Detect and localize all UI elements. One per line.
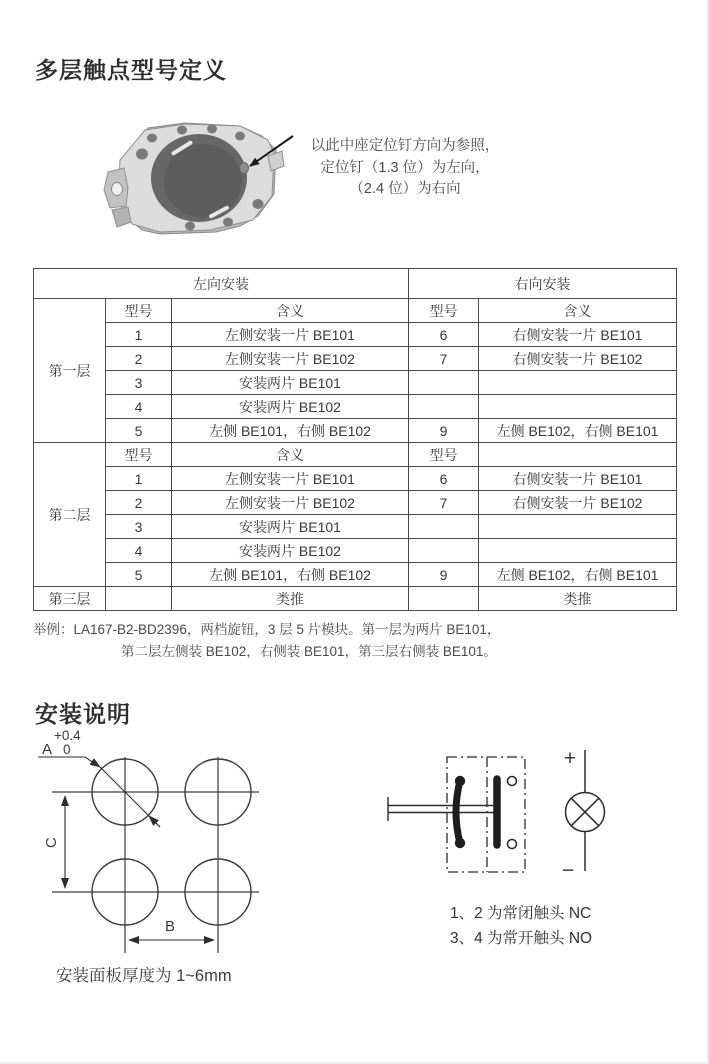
meaning-cell: 左侧 BE102，右侧 BE101	[479, 563, 677, 587]
layer2-name: 第二层	[34, 443, 106, 587]
meaning-cell	[479, 371, 677, 395]
model-cell: 1	[106, 323, 172, 347]
meaning-cell: 左侧 BE102，右侧 BE101	[479, 419, 677, 443]
mounting-hole-drawing	[30, 725, 292, 965]
model-cell: 5	[106, 419, 172, 443]
col-header: 含义	[479, 299, 677, 323]
layer2-subheader-row	[34, 443, 677, 467]
meaning-cell: 右侧安装一片 BE102	[479, 491, 677, 515]
panel-thickness-note: 安装面板厚度为 1~6mm	[56, 967, 232, 985]
contact-base-image	[90, 110, 305, 250]
part-body	[104, 123, 284, 234]
col-header: 含义	[172, 443, 409, 467]
meaning-cell	[479, 395, 677, 419]
model-cell: 6	[409, 323, 479, 347]
model-cell: 9	[409, 419, 479, 443]
header-left-install: 左向安装	[34, 269, 409, 299]
contact-circuit-diagram	[380, 745, 630, 885]
example-line-2: 第二层左侧装 BE102，右侧装 BE101，第三层右侧装 BE101。	[121, 644, 497, 659]
model-cell: 7	[409, 491, 479, 515]
col-header: 型号	[106, 443, 172, 467]
model-cell	[106, 587, 172, 611]
polarity-minus: −	[561, 859, 575, 882]
model-cell: 4	[106, 539, 172, 563]
meaning-cell: 类推	[479, 587, 677, 611]
col-header: 型号	[106, 299, 172, 323]
switch-symbol	[388, 757, 525, 872]
nc-note: 1、2 为常闭触头 NC	[450, 905, 592, 922]
model-cell: 2	[106, 347, 172, 371]
table-row	[34, 563, 677, 587]
fixed-contact	[508, 840, 517, 849]
meaning-cell: 安装两片 BE101	[172, 515, 409, 539]
model-cell: 1	[106, 467, 172, 491]
note-line-3: （2.4 位）为右向	[349, 181, 461, 197]
table-header-row	[34, 269, 677, 299]
col-header: 含义	[172, 299, 409, 323]
no-note: 3、4 为常开触头 NO	[450, 930, 593, 947]
meaning-cell: 左侧 BE101，右侧 BE102	[172, 563, 409, 587]
fixed-contact	[508, 777, 517, 786]
table-row	[34, 323, 677, 347]
meaning-cell: 类推	[172, 587, 409, 611]
meaning-cell: 左侧 BE101，右侧 BE102	[172, 419, 409, 443]
meaning-cell: 右侧安装一片 BE101	[479, 323, 677, 347]
table-row	[34, 395, 677, 419]
meaning-cell: 左侧安装一片 BE102	[172, 491, 409, 515]
layer3-row	[34, 587, 677, 611]
model-cell: 3	[106, 515, 172, 539]
table-row	[34, 515, 677, 539]
layer1-subheader-row	[34, 299, 677, 323]
meaning-cell	[479, 539, 677, 563]
col-header	[479, 443, 677, 467]
dim-a-tol-upper: +0.4	[54, 728, 81, 743]
model-cell: 9	[409, 563, 479, 587]
model-cell: 7	[409, 347, 479, 371]
col-header: 型号	[409, 299, 479, 323]
model-cell	[409, 515, 479, 539]
model-definition-table	[33, 268, 677, 611]
model-cell: 6	[409, 467, 479, 491]
positioning-pin	[240, 163, 249, 174]
note-line-2: 定位钉（1.3 位）为左向，	[320, 159, 490, 176]
model-cell	[409, 587, 479, 611]
model-cell: 3	[106, 371, 172, 395]
meaning-cell: 左侧安装一片 BE101	[172, 323, 409, 347]
dim-a-tol-lower: 0	[63, 742, 71, 757]
table-row	[34, 371, 677, 395]
layer3-name: 第三层	[34, 587, 106, 611]
model-cell	[409, 395, 479, 419]
model-cell: 4	[106, 395, 172, 419]
orientation-note	[300, 136, 510, 201]
actuator-shaft	[388, 797, 495, 821]
meaning-cell: 左侧安装一片 BE101	[172, 467, 409, 491]
table-row	[34, 347, 677, 371]
dim-a-label: A	[42, 741, 53, 758]
meaning-cell: 右侧安装一片 BE101	[479, 467, 677, 491]
model-cell: 5	[106, 563, 172, 587]
col-header: 型号	[409, 443, 479, 467]
example-note	[33, 619, 500, 663]
contact-legend	[450, 901, 592, 951]
meaning-cell: 右侧安装一片 BE102	[479, 347, 677, 371]
example-line-1: 举例：LA167-B2-BD2396，两档旋钮，3 层 5 片模块。第一层为两片 BE101，	[33, 622, 501, 637]
table-row	[34, 491, 677, 515]
model-cell	[409, 371, 479, 395]
dim-b-label: B	[165, 918, 176, 935]
meaning-cell: 左侧安装一片 BE102	[172, 347, 409, 371]
table-row	[34, 539, 677, 563]
table-row	[34, 419, 677, 443]
note-line-1: 以此中座定位钉方向为参照，	[310, 138, 500, 154]
header-right-install: 右向安装	[409, 269, 677, 299]
model-cell: 2	[106, 491, 172, 515]
model-cell	[409, 539, 479, 563]
table-row	[34, 467, 677, 491]
polarity-plus: +	[563, 747, 577, 770]
section-title-installation: 安装说明	[35, 701, 131, 727]
layer1-name: 第一层	[34, 299, 106, 443]
meaning-cell	[479, 515, 677, 539]
page-title: 多层触点型号定义	[35, 57, 227, 83]
dim-c-label: C	[43, 837, 60, 848]
meaning-cell: 安装两片 BE102	[172, 539, 409, 563]
meaning-cell: 安装两片 BE102	[172, 395, 409, 419]
meaning-cell: 安装两片 BE101	[172, 371, 409, 395]
